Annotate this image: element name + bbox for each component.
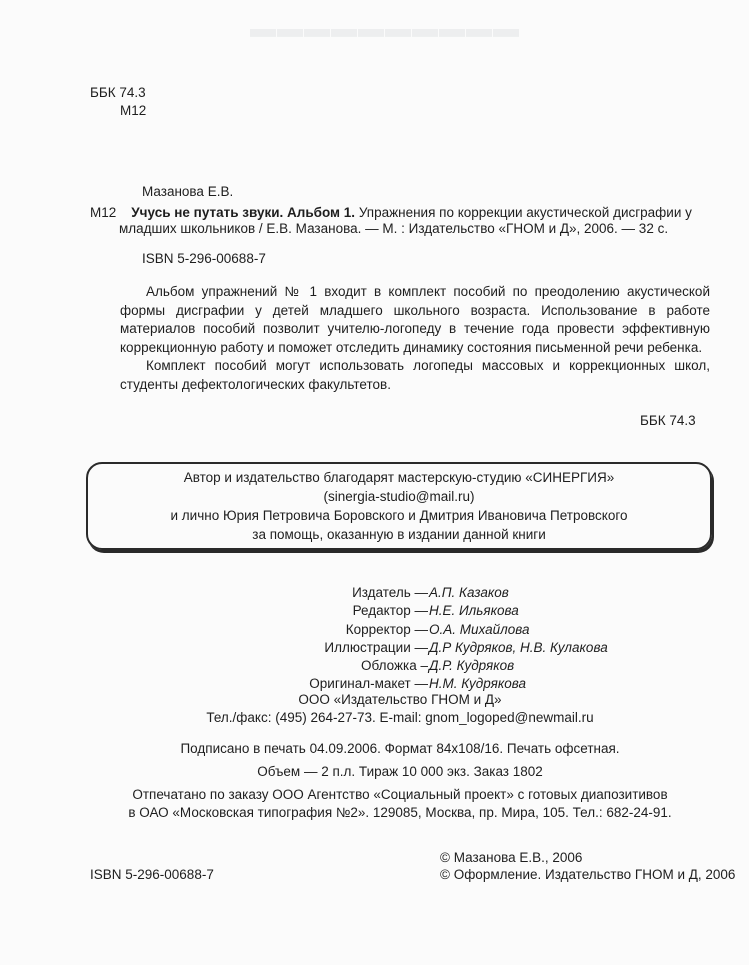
credit-role: Оригинал-макет — bbox=[309, 676, 428, 692]
bib-title: Учусь не путать звуки. Альбом 1. bbox=[131, 205, 356, 220]
credit-row bbox=[214, 657, 634, 675]
printer-line-2: в ОАО «Московская типография №2». 129085, Москва, пр. Мира, 105. Тел.: 682-24-91. bbox=[128, 805, 672, 820]
bib-isbn: ISBN 5-296-00688-7 bbox=[142, 251, 266, 266]
bib-author: Мазанова Е.В. bbox=[142, 184, 234, 199]
bleed-through-shadow: ▬▬▬▬▬▬▬▬▬▬ bbox=[250, 23, 520, 53]
ack-line-3: и лично Юрия Петровича Боровского и Дмитрия Ивановича Петровского bbox=[170, 508, 628, 523]
credit-name: О.А. Михайлова bbox=[429, 621, 530, 637]
credit-role: Иллюстрации — bbox=[324, 639, 428, 655]
credit-row bbox=[214, 602, 634, 620]
printer-line-1: Отпечатано по заказу ООО Агентство «Социальный проект» с готовых диапозитивов bbox=[132, 787, 668, 802]
credit-row bbox=[214, 639, 634, 657]
credit-row bbox=[214, 584, 634, 602]
bib-mark: М12 bbox=[90, 205, 117, 220]
footer-copyright-design: © Оформление. Издательство ГНОМ и Д, 2006 bbox=[440, 867, 736, 882]
annotation bbox=[120, 283, 710, 394]
ack-line-1: Автор и издательство благодарят мастерскую-студию «СИНЕРГИЯ» bbox=[183, 470, 615, 485]
credit-name: Д.Р Кудряков, Н.В. Кулакова bbox=[429, 639, 608, 655]
credit-name: А.П. Казаков bbox=[429, 585, 509, 600]
footer-isbn: ISBN 5-296-00688-7 bbox=[90, 867, 214, 882]
annotation-paragraph-1: Альбом упражнений № 1 входит в комплект пособий по преодолению акустической формы дисграфии у детей младшего школьного возраста. Использование в работе материалов пособий позволит учителю-логопеду в течение года провести эффективную коррекционную работу и поможет отследить динамику состояния письменной речи ребенка. bbox=[120, 284, 710, 355]
footer-copyright-author: © Мазанова Е.В., 2006 bbox=[440, 850, 583, 865]
bib-description-1: Упражнения по коррекции акустической дисграфии у bbox=[358, 205, 692, 220]
ack-email: (sinergia-studio@mail.ru) bbox=[323, 489, 475, 504]
credit-role: Корректор — bbox=[345, 621, 428, 637]
credits-list bbox=[214, 584, 634, 694]
credit-role: Редактор — bbox=[352, 603, 428, 619]
credit-row bbox=[214, 621, 634, 639]
credit-role: Обложка – bbox=[360, 658, 428, 674]
publisher-contacts: Тел./факс: (495) 264-27-73. E-mail: gnom_logoped@newmail.ru bbox=[206, 710, 594, 725]
annotation-bbk: ББК 74.3 bbox=[640, 413, 696, 428]
ack-line-4: за помощь, оказанную в издании данной книги bbox=[252, 527, 546, 542]
bib-description-2: младших школьников / Е.В. Мазанова. — М. : Издательство «ГНОМ и Д», 2006. — 32 с. bbox=[119, 221, 669, 236]
print-volume: Объем — 2 п.л. Тираж 10 000 экз. Заказ 1802 bbox=[257, 764, 543, 779]
print-signed: Подписано в печать 04.09.2006. Формат 84x108/16. Печать офсетная. bbox=[180, 741, 620, 756]
acknowledgement-frame bbox=[86, 462, 712, 550]
credit-name: Н.Е. Ильякова bbox=[429, 603, 519, 619]
credit-name: Н.М. Кудрякова bbox=[429, 676, 526, 692]
publisher-name: ООО «Издательство ГНОМ и Д» bbox=[298, 692, 502, 707]
credit-name: Д.Р. Кудряков bbox=[429, 658, 515, 674]
credit-role: Издатель — bbox=[352, 585, 428, 600]
annotation-paragraph-2: Комплект пособий могут использовать логопеды массовых и коррекционных школ, студенты дефектологических факультетов. bbox=[120, 358, 710, 392]
author-mark: М12 bbox=[120, 103, 147, 118]
bbk-code: ББК 74.3 bbox=[90, 85, 146, 100]
